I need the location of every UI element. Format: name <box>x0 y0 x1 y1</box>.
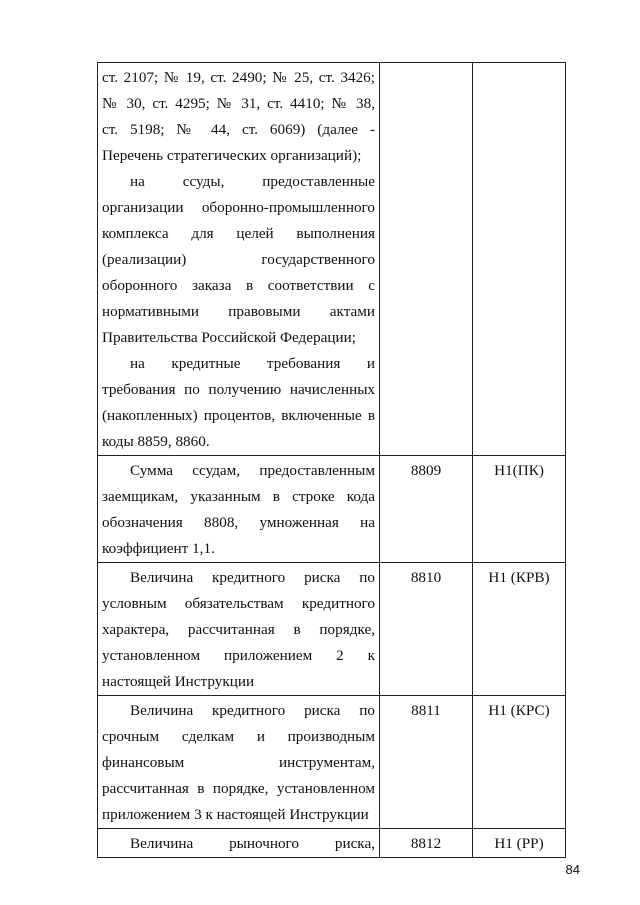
code-cell: 8812 <box>380 829 473 858</box>
norm-cell <box>473 63 566 456</box>
text-line: характера, рассчитанная в порядке, <box>102 621 375 638</box>
text-line: организации оборонно-промышленного <box>102 199 375 216</box>
description-cell <box>98 829 380 858</box>
text-line: (накопленных) процентов, включенные в <box>102 407 375 424</box>
text-line: Величина рыночного риска, <box>130 835 375 852</box>
norm-cell: Н1 (РР) <box>473 829 566 858</box>
description-cell <box>98 563 380 696</box>
description-cell <box>98 696 380 829</box>
text-line: оборонного заказа в соответствии с <box>102 277 375 294</box>
text-line: обозначения 8808, умноженная на <box>102 514 375 531</box>
code-cell: 8809 <box>380 456 473 563</box>
text-line: (реализации) государственного <box>102 251 375 268</box>
table-row <box>98 563 566 696</box>
text-line: Правительства Российской Федерации; <box>102 329 356 346</box>
text-line: заемщикам, указанным в строке кода <box>102 488 375 505</box>
description-cell <box>98 63 380 456</box>
page-number: 84 <box>565 862 580 877</box>
norm-cell: Н1 (КРВ) <box>473 563 566 696</box>
text-line: коды 8859, 8860. <box>102 433 210 450</box>
text-line: Перечень стратегических организаций); <box>102 147 362 164</box>
table-row <box>98 696 566 829</box>
text-line: Величина кредитного риска по <box>130 569 375 586</box>
norm-cell: Н1 (КРС) <box>473 696 566 829</box>
text-line: коэффициент 1,1. <box>102 540 215 557</box>
code-cell <box>380 63 473 456</box>
norm-cell: Н1(ПК) <box>473 456 566 563</box>
text-line: Величина кредитного риска по <box>130 702 375 719</box>
text-line: нормативными правовыми актами <box>102 303 375 320</box>
document-table <box>97 62 566 858</box>
text-line: Сумма ссудам, предоставленным <box>130 462 375 479</box>
text-line: установленном приложением 2 к <box>102 647 375 664</box>
description-cell <box>98 456 380 563</box>
text-line: комплекса для целей выполнения <box>102 225 375 242</box>
text-line: условным обязательствам кредитного <box>102 595 375 612</box>
table-row <box>98 63 566 456</box>
text-line: рассчитанная в порядке, установленном <box>102 780 375 797</box>
text-line: срочным сделкам и производным <box>102 728 375 745</box>
text-line: на ссуды, предоставленные <box>130 173 375 190</box>
table-row <box>98 829 566 858</box>
code-cell: 8811 <box>380 696 473 829</box>
text-line: приложением 3 к настоящей Инструкции <box>102 806 369 823</box>
table-row <box>98 456 566 563</box>
text-line: настоящей Инструкции <box>102 673 255 690</box>
text-line: требования по получению начисленных <box>102 381 375 398</box>
text-line: ст. 5198; № 44, ст. 6069) (далее - <box>102 121 375 138</box>
text-line: на кредитные требования и <box>130 355 375 372</box>
text-line: финансовым инструментам, <box>102 754 375 771</box>
text-line: ст. 2107; № 19, ст. 2490; № 25, ст. 3426; <box>102 69 375 86</box>
text-line: № 30, ст. 4295; № 31, ст. 4410; № 38, <box>102 95 375 112</box>
code-cell: 8810 <box>380 563 473 696</box>
